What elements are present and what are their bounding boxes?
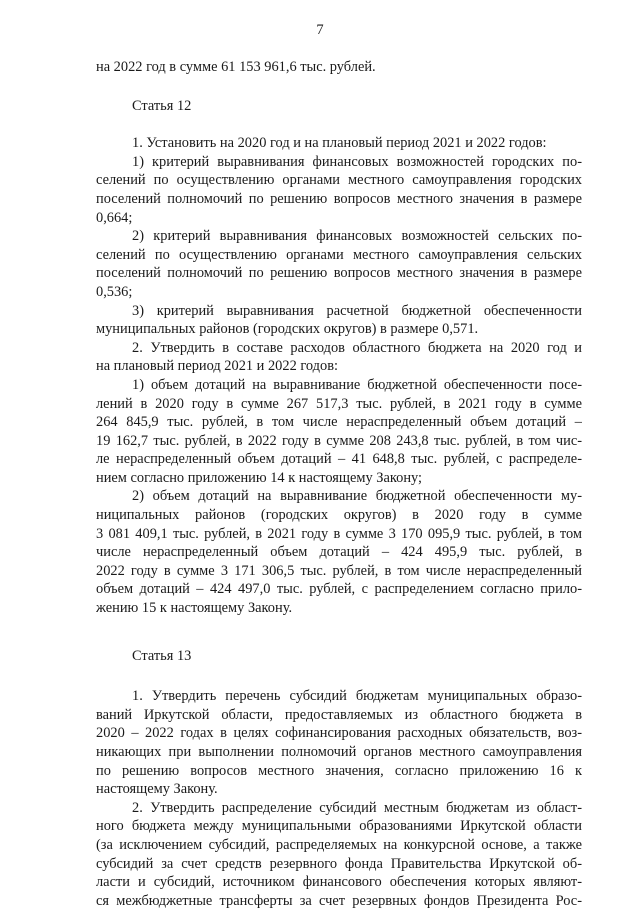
paragraph bbox=[96, 134, 582, 153]
text-line: ваний Иркутской области, предоставляемых из областного бюджета в bbox=[96, 706, 582, 723]
paragraph bbox=[96, 687, 582, 799]
text-line: никающих при выполнении полномочий органов местного самоуправления bbox=[96, 744, 582, 760]
text-line: 2) объем дотаций на выравнивание бюджетной обеспеченности му- bbox=[132, 488, 582, 505]
text-line: (за исключением субсидий, распределяемых на конкурсной основе, а также bbox=[96, 836, 582, 853]
paragraph bbox=[96, 376, 582, 488]
text-line: жению 15 к настоящему Закону. bbox=[96, 600, 293, 617]
text-line: ласти и субсидий, источником финансового обеспечения которых являют- bbox=[96, 874, 582, 891]
paragraph bbox=[96, 227, 582, 301]
text-line: лений в 2020 году в сумме 267 517,3 тыс. рублей, в 2021 году в сумме bbox=[96, 395, 582, 412]
text-line: селений по осуществлению органами местного самоуправления городских bbox=[96, 172, 582, 189]
text-line: ле нераспределенный объем дотаций – 41 648,8 тыс. рублей, с распределе- bbox=[96, 451, 582, 468]
text-line: ся межбюджетные трансферты за счет резервных фондов Президента Рос- bbox=[96, 892, 582, 909]
text-line: 0,536; bbox=[96, 283, 133, 300]
text-line: 2) критерий выравнивания финансовых возможностей сельских по- bbox=[132, 228, 582, 245]
text-line: по решению вопросов местного значения, согласно приложению 16 к bbox=[96, 762, 582, 779]
text-line: 2020 – 2022 годах в целях софинансирования расходных обязательств, воз- bbox=[96, 725, 582, 742]
paragraph bbox=[96, 799, 582, 910]
text-line: числе нераспределенный объем дотаций – 424 495,9 тыс. рублей, в bbox=[96, 544, 582, 561]
text-line: 3) критерий выравнивания расчетной бюджетной обеспеченности bbox=[132, 302, 582, 319]
text-line: объем дотаций – 424 497,0 тыс. рублей, с распределением согласно прило- bbox=[96, 581, 582, 598]
text-line: селений по осуществлению органами местного самоуправления сельских bbox=[96, 246, 582, 263]
text-line: 3 081 409,1 тыс. рублей, в 2021 году в сумме 3 170 095,9 тыс. рублей, в том bbox=[96, 525, 582, 542]
text-line: субсидий за счет средств резервного фонда Правительства Иркутской об- bbox=[96, 855, 582, 872]
paragraph bbox=[96, 487, 582, 617]
text-line: 0,664; bbox=[96, 209, 133, 226]
article-12-heading: Статья 12 bbox=[132, 97, 192, 114]
intro-paragraph bbox=[96, 58, 582, 77]
text-line: 1) критерий выравнивания финансовых возможностей городских по- bbox=[132, 153, 582, 170]
text-line: 2022 году в сумме 3 171 306,5 тыс. рублей, в том числе нераспределенный bbox=[96, 562, 582, 579]
text-line: 2. Утвердить в составе расходов областного бюджета на 2020 год и bbox=[132, 339, 582, 356]
text-line: ниципальных районов (городских округов) в 2020 году в сумме bbox=[96, 507, 582, 524]
text-line: нием согласно приложению 14 к настоящему Закону; bbox=[96, 469, 423, 486]
paragraph bbox=[96, 153, 582, 227]
document-body bbox=[96, 58, 582, 910]
text-line: ного бюджета между муниципальными образованиями Иркутской области bbox=[96, 818, 582, 835]
text-line: 264 845,9 тыс. рублей, в том числе нераспределенный объем дотаций – bbox=[96, 414, 582, 431]
article-12-body bbox=[96, 134, 582, 617]
text-line: 1) объем дотаций на выравнивание бюджетной обеспеченности посе- bbox=[132, 376, 582, 393]
text-line: 1. Установить на 2020 год и на плановый период 2021 и 2022 годов: bbox=[132, 135, 547, 152]
text-line: настоящему Закону. bbox=[96, 781, 218, 798]
text-line: на плановый период 2021 и 2022 годов: bbox=[96, 358, 338, 375]
page-number: 7 bbox=[316, 22, 324, 38]
text-line: поселений полномочий по решению вопросов местного значения в размере bbox=[96, 190, 582, 207]
text-line: 2. Утвердить распределение субсидий местным бюджетам из област- bbox=[132, 799, 582, 816]
article-13-heading: Статья 13 bbox=[132, 647, 192, 664]
paragraph bbox=[96, 339, 582, 376]
text-line: муниципальных районов (городских округов) в размере 0,571. bbox=[96, 321, 479, 338]
text-line: поселений полномочий по решению вопросов местного значения в размере bbox=[96, 265, 582, 282]
text-line: на 2022 год в сумме 61 153 961,6 тыс. рублей. bbox=[96, 59, 376, 75]
paragraph bbox=[96, 58, 582, 77]
text-line: 1. Утвердить перечень субсидий бюджетам муниципальных образо- bbox=[132, 688, 582, 705]
paragraph bbox=[96, 302, 582, 339]
text-line: 19 162,7 тыс. рублей, в 2022 году в сумме 208 243,8 тыс. рублей, в том чис- bbox=[96, 432, 582, 449]
article-13-body bbox=[96, 687, 582, 910]
